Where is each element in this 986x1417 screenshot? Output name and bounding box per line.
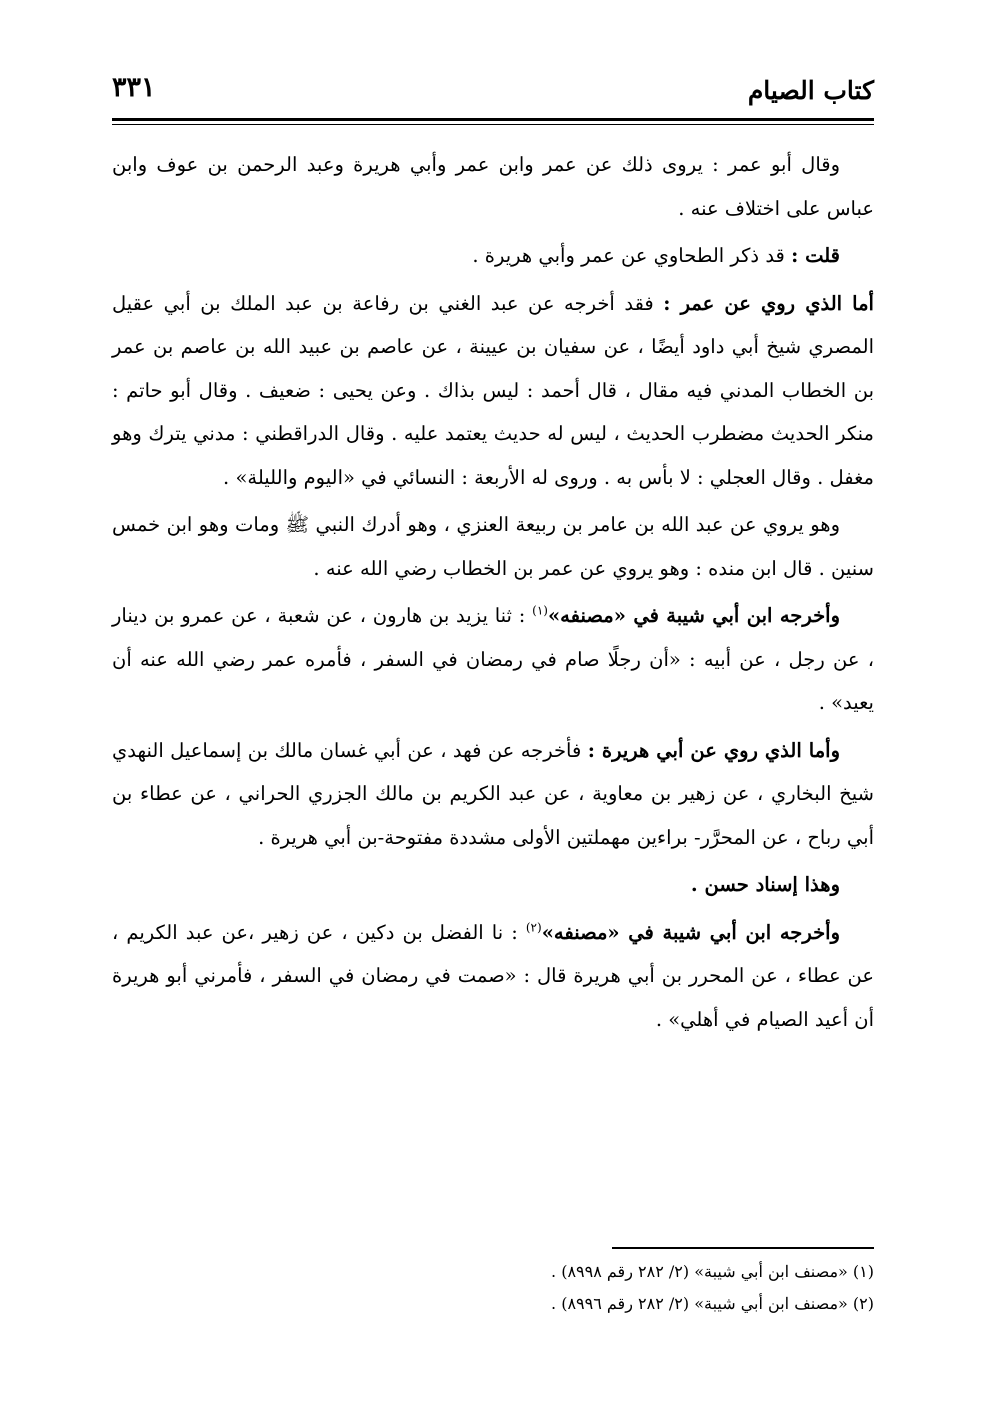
main-text [112, 143, 874, 1045]
footnote: (١) «مصنف ابن أبي شيبة» (٢/ ٢٨٢ رقم ٨٩٩٨) . [551, 1262, 874, 1281]
paragraph: وأخرجه ابن أبي شيبة في «مصنفه»$^{(١)}$ : ثنا يزيد بن هارون ، عن شعبة ، عن عمرو بن دينار ، عن رجل ، عن أبيه : «أن رجلًا صام في رمضان في السفر ، فأمره عمر رضي الله عنه أن يعيد» . [112, 603, 874, 714]
running-title: كتاب الصيام [747, 76, 874, 105]
paragraph: وهذا إسناد حسن . [690, 873, 840, 896]
footnote-ref: (١) [532, 603, 548, 618]
header-rule-thin [112, 124, 874, 125]
page-header [112, 68, 874, 114]
paragraph: وقال أبو عمر : يروى ذلك عن عمر وابن عمر وأبي هريرة وعبد الرحمن بن عوف وابن عباس على اختلاف عنه . [112, 153, 874, 220]
footnotes [112, 1256, 874, 1320]
footnote-ref: (٢) [525, 920, 542, 934]
page-number: ٣٣١ [112, 72, 156, 103]
paragraph: وأما الذي روي عن أبي هريرة : فأخرجه عن فهد ، عن أبي غسان مالك بن إسماعيل النهدي شيخ البخاري ، عن زهير بن معاوية ، عن عبد الكريم بن مالك الجزري الحراني ، عن عطاء بن أبي رباح ، عن المحرَّر- براءين مهملتين الأولى مشددة مفتوحة-بن أبي هريرة . [112, 738, 874, 849]
paragraph: قلت : قد ذكر الطحاوي عن عمر وأبي هريرة . [472, 244, 840, 267]
footnote-separator [612, 1247, 874, 1249]
paragraph: أما الذي روي عن عمر : فقد أخرجه عن عبد الغني بن رفاعة بن عبد الملك بن أبي عقيل المصري شيخ أبي داود أيضًا ، عن سفيان بن عيينة ، عن عاصم بن عبيد الله بن عاصم بن عمر بن الخطاب المدني فيه مقال ، قال أحمد : ليس بذاك . وعن يحيى : ضعيف . وقال أبو حاتم : منكر الحديث مضطرب الحديث ، ليس له حديث يعتمد عليه . وقال الدراقطني : مدني يترك وهو مغفل . وقال العجلي : لا بأس به . وروى له الأربعة : النسائي في «اليوم والليلة» . [112, 291, 874, 489]
paragraph: وأخرجه ابن أبي شيبة في «مصنفه»$^{(٢)}$ : نا الفضل بن دكين ، عن زهير ،عن عبد الكريم ، عن عطاء ، عن المحرر بن أبي هريرة قال : «صمت في رمضان في السفر ، فأمرني أبو هريرة أن أعيد الصيام في أهلي» . [112, 920, 874, 1031]
header-rule-thick [112, 118, 874, 121]
paragraph: وهو يروي عن عبد الله بن عامر بن ربيعة العنزي ، وهو أدرك النبي ﷺ ومات وهو ابن خمس سنين . قال ابن منده : وهو يروي عن عمر بن الخطاب رضي الله عنه . [112, 513, 874, 580]
footnote: (٢) «مصنف ابن أبي شيبة» (٢/ ٢٨٢ رقم ٨٩٩٦) . [551, 1294, 874, 1313]
